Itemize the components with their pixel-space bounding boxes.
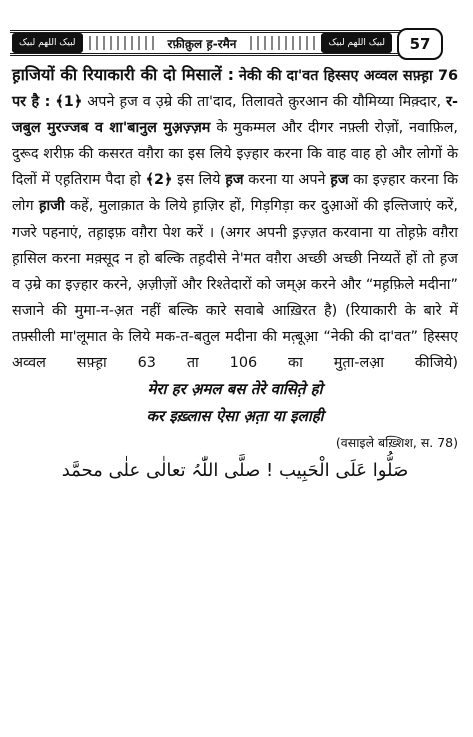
- header-title: रफ़ीक़ुल ह़-रमैन: [167, 36, 237, 51]
- verse-line-2: कर इख़्लास ऐसा अ़त़ा या इलाही: [146, 407, 324, 426]
- header-badge-left: لبیک اللھم لبیک: [12, 33, 83, 53]
- page-content: [12, 62, 458, 486]
- main-paragraph: ह़ाजियों की रियाकारी की दो मिसालें : नेकी की दा'वत हिस्सए अव्वल सफ़्ह़ा 76 पर है : ﴾1﴿ अपने ह़ज व उ़म्रे की ता'दाद, तिलावते क़ुरआन की यौमिय्या मिक़्दार, र-जबुल मुरज्जब व शा'बानुल मुअ़ज़्ज़म के मुकम्मल और दीगर नफ़्ली रोज़ों, नवाफ़िल, दुरूद शरीफ़ की कसरत वग़ैरा का इस लिये इज़्हार करना कि वाह वाह हो और लोगों के दिलों में एह़तिराम पैदा हो ﴾2﴿ इस लिये ह़ज करना या अपने ह़ज का इज़्हार करना कि लोग ह़ाजी कहें, मुलाक़ात के लिये ह़ाज़िर हों, गिड़गिड़ा कर दुआ़ओं की इल्तिजाएं करें, गजरे पहनाएं, तह़ाइफ़ वग़ैरा पेश करें । (अगर अपनी इ़ज़्ज़त करवाना या तोह़फ़े वग़ैरा ह़ासिल करना मक़्सूद न हो बल्कि तह़दीसे ने'मत वग़ैरा अच्छी अच्छी निय्यतें हों तो ह़ज व उ़म्रे का इज़्हार करने, अ़ज़ीज़ों और रिश्तेदारों को जम्अ़ करने और “मह़फ़िले मदीना” सजाने की मुमा-न-अ़त नहीं बल्कि कारे सवाबे आख़िरत है) (रियाकारी के बारे में तफ़्सीली मा'लूमात के लिये मक-त-बतुल मदीना की मत़्बूआ़ “नेकी की दा'वत” हिस्सए अव्वल सफ़्ह़ा 63 ता 106 का मुत़ा-लआ़ कीजिये): [12, 65, 459, 372]
- item-marker-2: ﴾2﴿: [145, 172, 173, 189]
- page-header: [10, 30, 436, 56]
- header-ornament-right: [250, 36, 315, 50]
- verse-reference: (वसाइले बख़्शिश, स. 78): [335, 435, 458, 451]
- section-heading: ह़ाजियों की रियाकारी की दो मिसालें :: [12, 65, 235, 84]
- item-marker-1: ﴾1﴿: [55, 94, 83, 111]
- header-badge-right: لبیک اللھم لبیک: [321, 33, 392, 53]
- salawat-line: صَلُّوا عَلَی الْحَبِیب ! صلَّی اللّٰہُ تعالٰی علٰی محمَّد: [61, 460, 409, 482]
- header-ornament-left: [89, 36, 154, 50]
- page-number: 57: [397, 28, 443, 60]
- verse-line-1: मेरा हर अ़मल बस तेरे वासित़े हो: [147, 380, 323, 399]
